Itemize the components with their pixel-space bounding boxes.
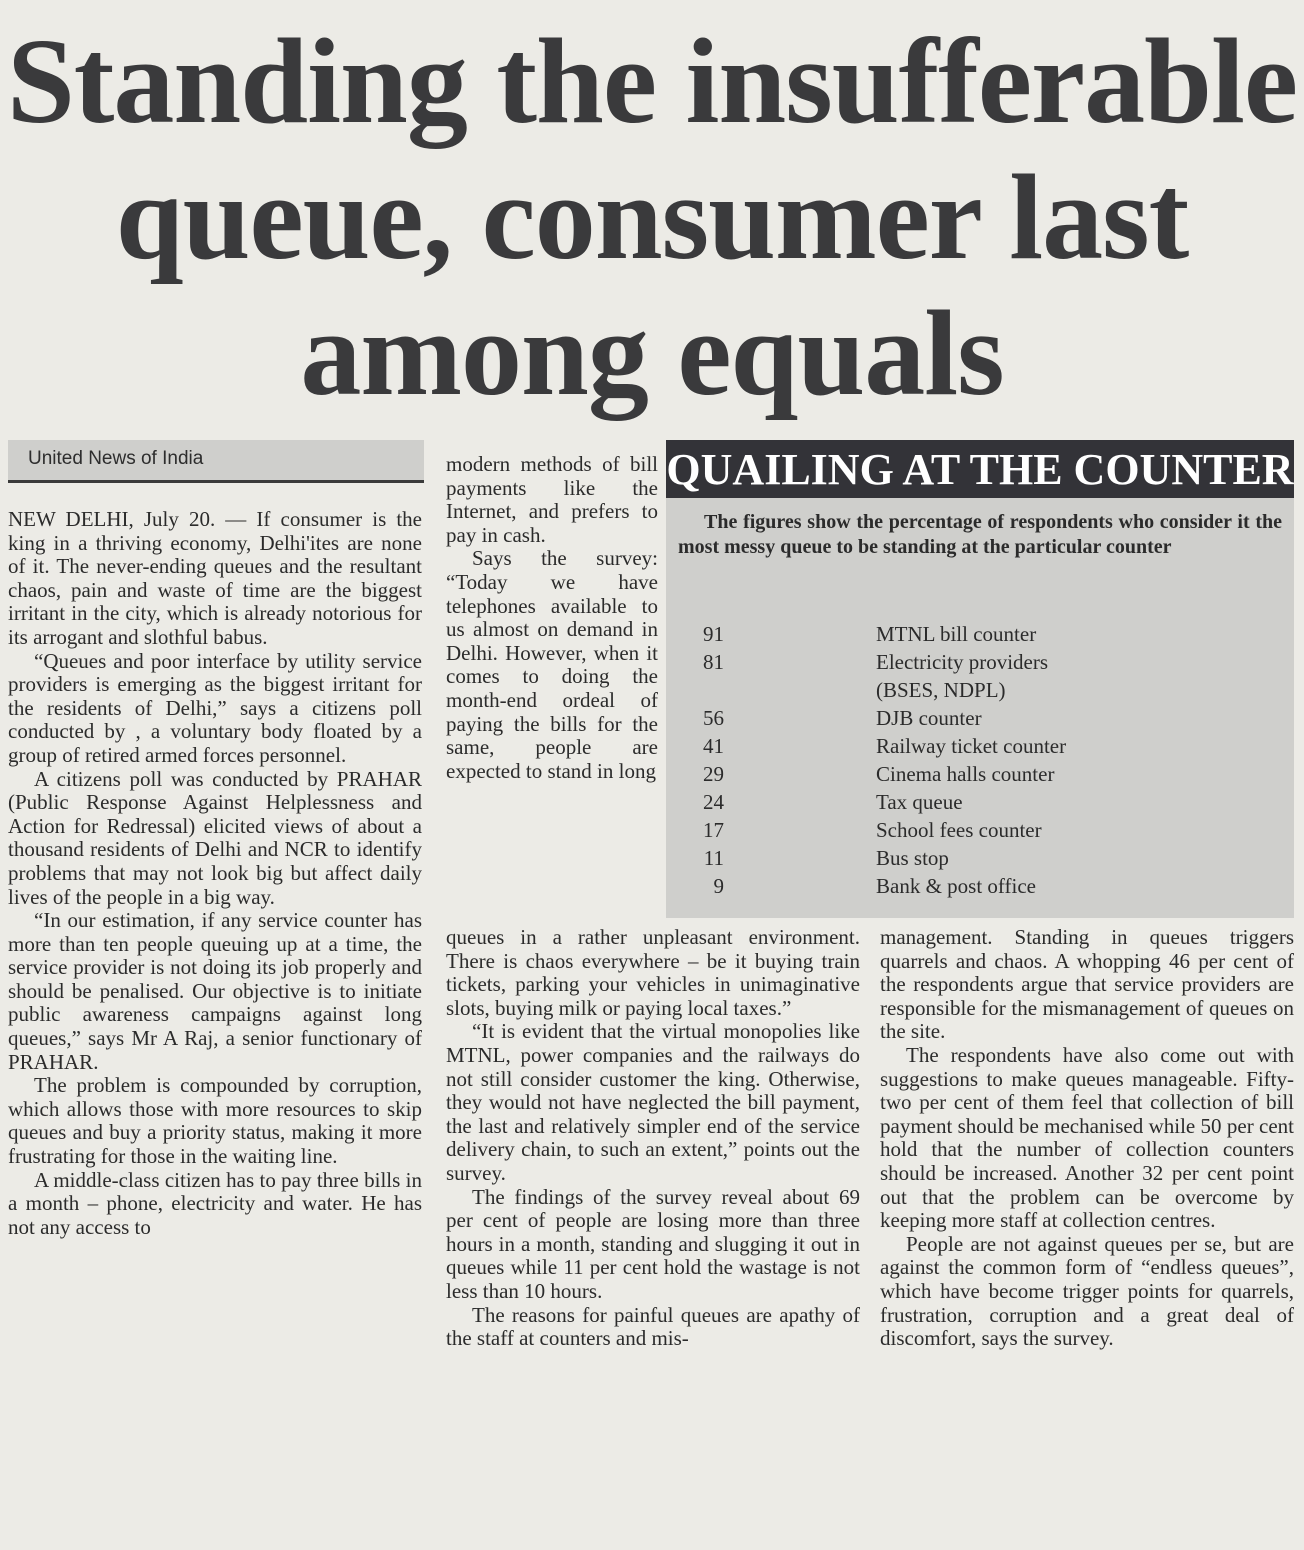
article-column-2-top <box>446 453 658 783</box>
article-column-2-bottom <box>446 926 860 1351</box>
row-label: Cinema halls counter <box>876 762 1055 786</box>
paragraph: “It is evident that the virtual monopolies like MTNL, power companies and the railways do not still consider customer the king. Otherwise, they would not have neglected the bill payment, the last and relatively simpler end of the service delivery chain, to such an extent,” points out the survey. <box>446 1019 860 1185</box>
paragraph: NEW DELHI, July 20. — If consumer is the king in a thriving economy, Delhi'ites are none of it. The never-ending queues and the resultant chaos, pain and waste of time are the biggest irritant in the city, which is already notorious for its arrogant and slothful babus. <box>8 507 422 649</box>
article-column-3 <box>880 926 1294 1351</box>
row-value: 11 <box>703 846 724 870</box>
sidebar-description: The figures show the percentage of respondents who consider it the most messy queue to be standing at the particular counter <box>678 511 1282 558</box>
sidebar-row <box>666 844 1294 872</box>
row-value: 56 <box>703 706 724 730</box>
sidebar-list <box>666 620 1294 900</box>
sidebar-row <box>666 872 1294 900</box>
paragraph: The respondents have also come out with suggestions to make queues manageable. Fifty-two per cent of them feel that collection of bill payment should be mechanised while 50 per cent hold that the number of collection counters should be increased. Another 32 per cent point out that the problem can be overcome by keeping more staff at collection centres. <box>880 1042 1294 1233</box>
paragraph: Says the survey: “Today we have telephones available to us almost on demand in Delhi. However, when it comes to doing the month-end ordeal of paying the bills for the same, people are expected to stand in long <box>446 546 658 783</box>
row-label: School fees counter <box>876 818 1042 842</box>
paragraph: A middle-class citizen has to pay three bills in a month – phone, electricity and water. He has not any access to <box>8 1167 422 1239</box>
row-value: 9 <box>713 874 724 898</box>
headline <box>0 14 1304 422</box>
headline-line-1: Standing the insufferable <box>6 14 1298 149</box>
sidebar-row <box>666 732 1294 760</box>
paragraph: “In our estimation, if any service counter has more than ten people queuing up at a time, the service provider is not doing its job properly and should be penalised. Our objective is to initiate public awareness campaigns against long queues,” says Mr A Raj, a senior functionary of PRAHAR. <box>8 908 422 1074</box>
sidebar-title: QUAILING AT THE COUNTER <box>666 440 1294 498</box>
headline-line-3: among equals <box>300 286 1004 421</box>
row-label: DJB counter <box>876 706 982 730</box>
row-label: Bank & post office <box>876 874 1037 898</box>
byline: United News of India <box>28 448 204 469</box>
paragraph: The reasons for painful queues are apathy of the staff at counters and mis- <box>446 1302 860 1351</box>
sidebar-box <box>666 440 1294 918</box>
row-value: 24 <box>703 790 724 814</box>
sidebar-row <box>666 704 1294 732</box>
row-value: 17 <box>703 818 724 842</box>
paragraph: modern methods of bill payments like the Internet, and prefers to pay in cash. <box>446 452 658 547</box>
byline-box <box>8 440 424 483</box>
paragraph: queues in a rather unpleasant environment. There is chaos everywhere – be it buying train tickets, parking your vehicles in unimaginative slots, buying milk or paying local taxes.” <box>446 925 860 1020</box>
row-value: 81 <box>703 650 724 674</box>
paragraph: The problem is compounded by corruption, which allows those with more resources to skip queues and buy a priority status, making it more frustrating for those in the waiting line. <box>8 1073 422 1169</box>
sidebar-row <box>666 620 1294 648</box>
row-label: Electricity providers (BSES, NDPL) <box>876 650 1049 702</box>
paragraph: The findings of the survey reveal about 69 per cent of people are losing more than three hours in a month, standing and slugging it out in queues while 11 per cent hold the wastage is not less than 10 hours. <box>446 1184 860 1303</box>
row-label: Bus stop <box>876 846 949 870</box>
row-label: Tax queue <box>876 790 963 814</box>
sidebar-row <box>666 788 1294 816</box>
sidebar-row <box>666 760 1294 788</box>
row-value: 41 <box>703 734 724 758</box>
row-label: MTNL bill counter <box>876 622 1037 646</box>
sidebar-row <box>666 816 1294 844</box>
headline-line-2: queue, consumer last <box>115 150 1189 285</box>
row-label: Railway ticket counter <box>876 734 1067 758</box>
paragraph: “Queues and poor interface by utility service providers is emerging as the biggest irritant for the residents of Delhi,” says a citizens poll conducted by , a voluntary body floated by a group of retired armed forces personnel. <box>8 648 422 767</box>
paragraph: A citizens poll was conducted by PRAHAR (Public Response Against Helplessness and Action for Redressal) elicited views of about a thousand residents of Delhi and NCR to identify problems that may not look big but affect daily lives of the people in a big way. <box>8 766 422 909</box>
sidebar-row <box>666 648 1294 704</box>
row-value: 29 <box>703 762 724 786</box>
paragraph: People are not against queues per se, but are against the common form of “endless queues”, which have become trigger points for quarrels, frustration, corruption and a great deal of discomfort, says the survey. <box>880 1231 1294 1351</box>
paragraph: management. Standing in queues triggers quarrels and chaos. A whopping 46 per cent of the respondents argue that service providers are responsible for the mismanagement of queues on the site. <box>880 925 1294 1044</box>
row-value: 91 <box>703 622 724 646</box>
article-column-1 <box>8 508 422 1239</box>
